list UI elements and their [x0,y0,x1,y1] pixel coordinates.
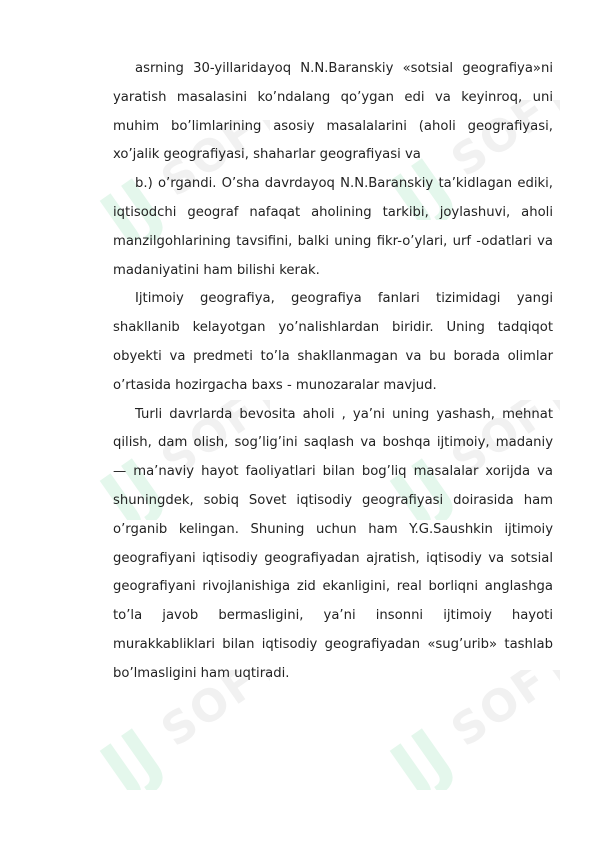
paragraph-2: b.) o’rgandi. O’sha davrdayoq N.N.Baranskiy ta’kidlagan ediki, iqtisodchi geograf nafaqat aholining tarkibi, joylashuvi, aholi manzilgohlarining tavsifini, balki uning fikr-o’ylari, urf -odatlari va madaniyatini ham bilishi kerak. [113,176,553,278]
watermark-text: SOFT [442,100,560,188]
watermark-logo-glyph: JJ [376,143,467,220]
watermark-logo-glyph: JJ [376,713,467,790]
watermark-text: SOFT [442,670,560,758]
watermark-logo-glyph: JJ [376,443,467,520]
watermark-text: SOFT [152,120,270,208]
watermark-logo-glyph: JJ [86,443,177,520]
paragraph-1: asrning 30-yillaridayoq N.N.Baranskiy «sotsial geografiya»ni yaratish masalasini ko’ndalang qo’ygan edi va keyinroq, uni muhim bo’limlarining asosiy masalalarini (aholi geografiyasi, xo’jalik geografiyasi, shaharlar geografiyasi va [113,61,553,163]
watermark-text: SOFT [152,670,270,758]
paragraph-4: Turli davrlarda bevosita aholi , ya’ni uning yashash, mehnat qilish, dam olish, sog’lig’ini saqlash va boshqa ijtimoiy, madaniy — ma’naviy hayot faoliyatlari bilan bog’liq masalalar xorijda va shuningdek, sobiq Sovet iqtisodiy geografiyasi doirasida ham o’rganib kelingan. Shuning uchun ham Y.G.Saushkin ijtimoiy geografiyani iqtisodiy geografiyadan ajratish, iqtisodiy va sotsial geografiyani rivojlanishiga zid ekanligini, real borliqni anglashga to’la javob bermasligini, ya’ni insonni ijtimoiy hayoti murakkabliklari bilan iqtisodiy geografiyadan «sug’urib» tashlab bo’lmasligini ham uqtiradi. [113,406,553,681]
watermark-logo-glyph: JJ [86,713,177,790]
document-body [113,55,553,689]
paragraph-3: Ijtimoiy geografiya, geografiya fanlari tizimidagi yangi shakllanib kelayotgan yo’nalishlardan biridir. Uning tadqiqot obyekti va predmeti to’la shakllanmagan va bu borada olimlar o’rtasida hozirgacha baxs - munozaralar mavjud. [113,291,553,393]
watermark-logo-glyph: JJ [86,163,177,240]
watermark-text: SOFT [442,400,560,488]
watermark-text: SOFT [152,400,270,488]
